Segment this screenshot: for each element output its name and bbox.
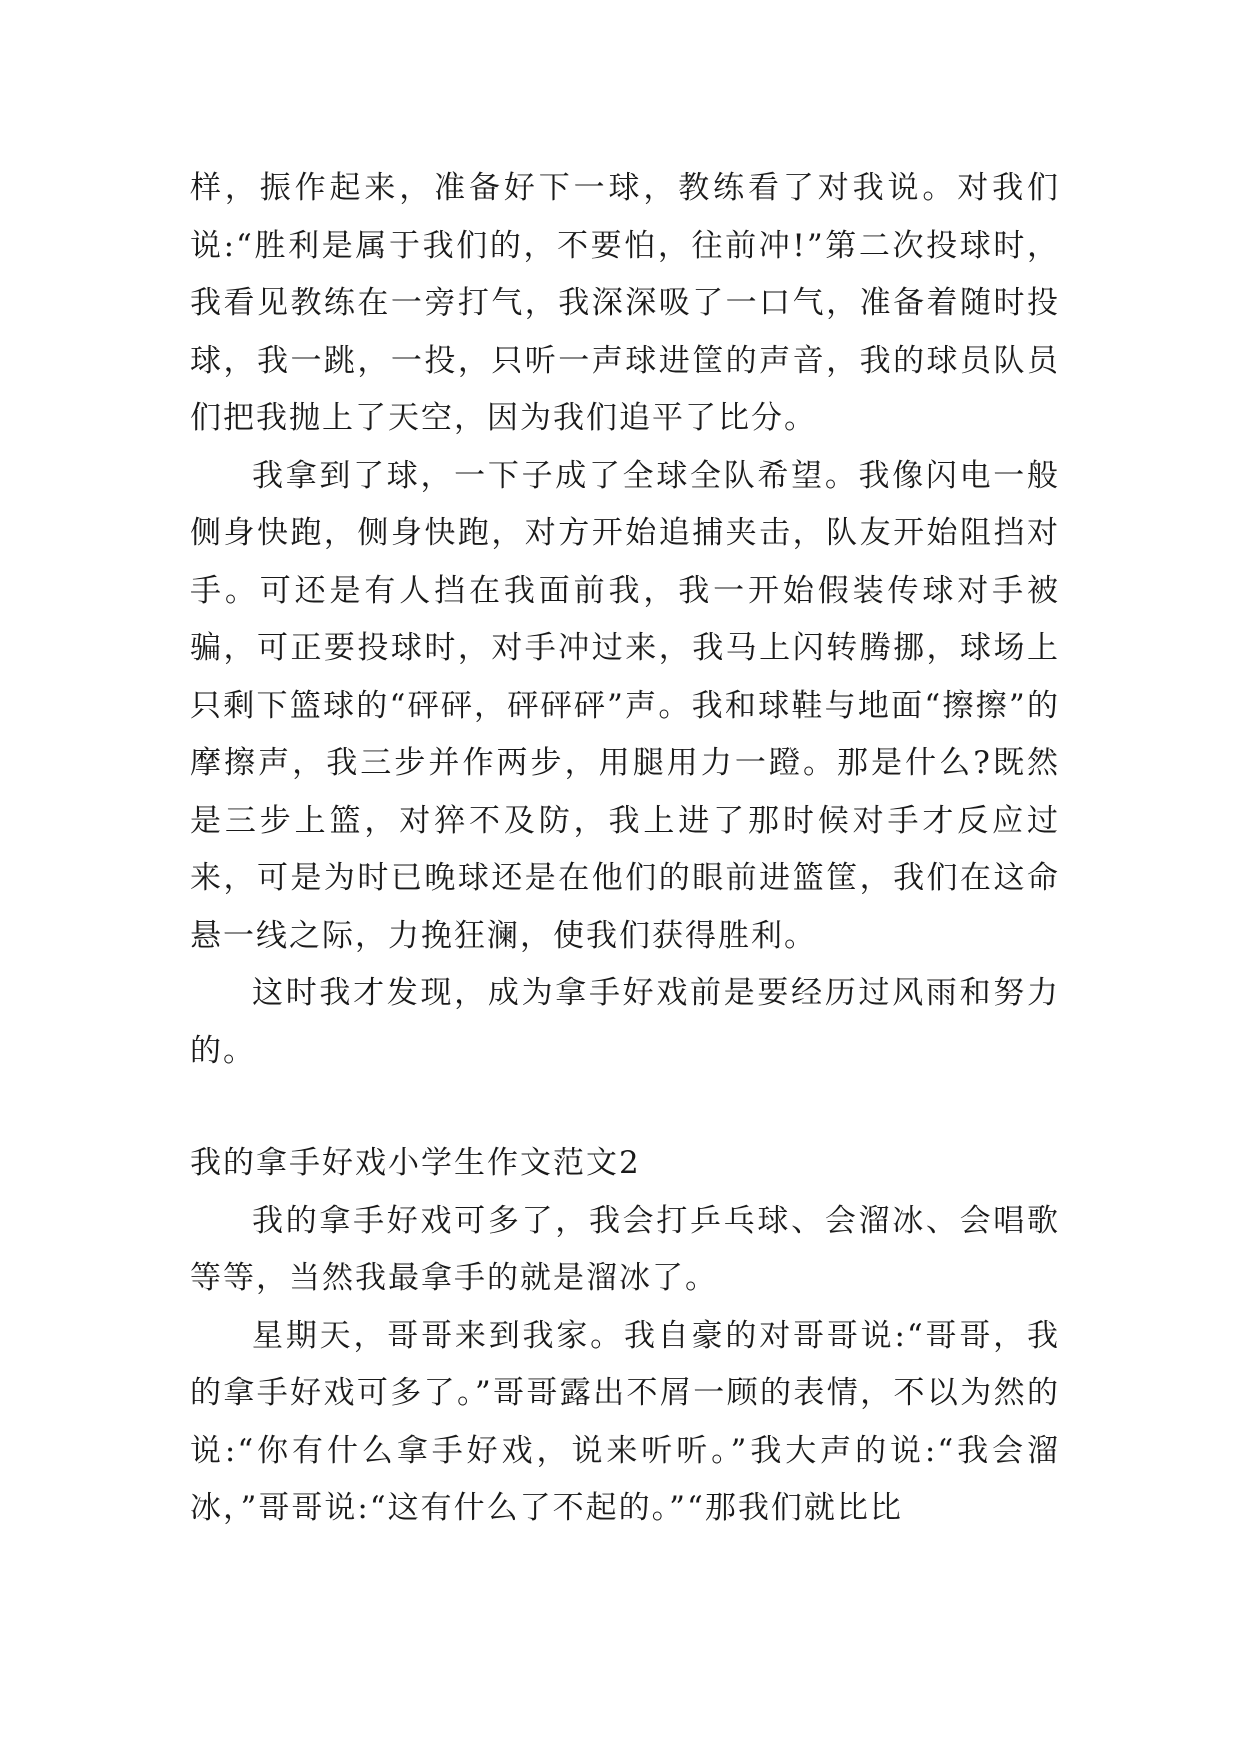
paragraph-conclusion: 这时我才发现，成为拿手好戏前是要经历过风雨和努力的。 — [190, 975, 1060, 1069]
section-title: 我的拿手好戏小学生作文范文2 — [190, 1145, 641, 1181]
paragraph-intro-skating: 我的拿手好戏可多了，我会打乒乓球、会溜冰、会唱歌等等，当然我最拿手的就是溜冰了。 — [190, 1202, 1060, 1296]
document-body — [190, 160, 1060, 1538]
paragraph-brother-dialogue: 星期天，哥哥来到我家。我自豪的对哥哥说:“哥哥，我的拿手好戏可多了。”哥哥露出不屑一顾的表情，不以为然的说:“你有什么拿手好戏，说来听听。”我大声的说:“我会溜冰，”哥哥说:“这有什么了不起的。”“那我们就比比 — [190, 1317, 1060, 1526]
paragraph-basketball-play: 我拿到了球，一下子成了全球全队希望。我像闪电一般侧身快跑，侧身快跑，对方开始追捕夹击，队友开始阻挡对手。可还是有人挡在我面前我，我一开始假装传球对手被骗，可正要投球时，对手冲过来，我马上闪转腾挪，球场上只剩下篮球的“砰砰，砰砰砰”声。我和球鞋与地面“擦擦”的摩擦声，我三步并作两步，用腿用力一蹬。那是什么?既然是三步上篮，对猝不及防，我上进了那时候对手才反应过来，可是为时已晚球还是在他们的眼前进篮筐，我们在这命悬一线之际，力挽狂澜，使我们获得胜利。 — [190, 457, 1060, 954]
paragraph-continuation: 样，振作起来，准备好下一球，教练看了对我说。对我们说:“胜利是属于我们的，不要怕，往前冲!”第二次投球时，我看见教练在一旁打气，我深深吸了一口气，准备着随时投球，我一跳，一投，只听一声球进筐的声音，我的球员队员们把我抛上了天空，因为我们追平了比分。 — [190, 170, 1060, 436]
